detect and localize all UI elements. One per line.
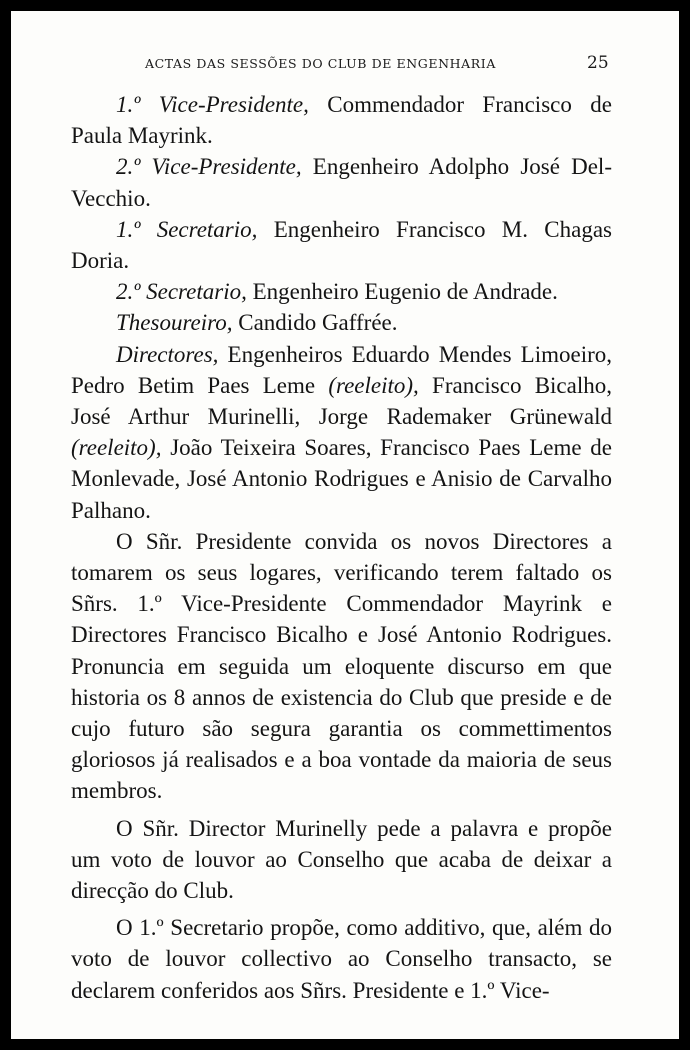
page-header xyxy=(11,53,679,76)
entry-label: 1.º Vice-Presidente, xyxy=(116,92,309,117)
book-page xyxy=(11,11,679,1039)
entry-directors xyxy=(71,339,612,526)
entry-label: 2.º Secretario, xyxy=(116,279,247,305)
directors-text-3: João Teixeira Soares, Francisco Paes Leme de Monlevade, José Antonio Rodrigues e Anisio de Carvalho Palhano. xyxy=(71,435,612,523)
entry-text: Candido Gaffrée. xyxy=(232,310,398,336)
directors-text-1: Engenheiros Eduardo Mendes Limoeiro, Pedro Betim Paes Leme xyxy=(71,341,612,398)
paragraph-murinelly-motion: O Sñr. Director Murinelly pede a palavra e propõe um voto de louvor ao Conselho que acaba de deixar a direcção do Club. xyxy=(71,815,612,904)
page-number: 25 xyxy=(587,53,609,73)
entry-label: Thesoureiro, xyxy=(116,310,233,336)
entry-second-vice-president xyxy=(71,151,612,213)
reeleito-note: (reeleito), xyxy=(328,372,419,398)
entry-treasurer xyxy=(71,307,612,338)
directors-text-2: Francisco Bicalho, José Arthur Murinelli, Jorge Rademaker Grünewald xyxy=(71,372,612,430)
entry-first-secretary xyxy=(71,214,612,276)
entry-label: 1.º Secretario, xyxy=(116,216,258,242)
entry-text: Commendador Francisco de Paula Mayrink. xyxy=(71,92,612,149)
reeleito-note: (reeleito), xyxy=(71,435,162,461)
page-body xyxy=(71,89,612,1006)
running-title: ACTAS DAS SESSÕES DO CLUB DE ENGENHARIA xyxy=(145,56,496,71)
entry-text: Engenheiro Adolpho José Del-Vecchio. xyxy=(71,154,612,211)
paragraph-secretary-addendum: O 1.º Secretario propõe, como additivo, que, além do voto de louvor collectivo ao Conselho transacto, se declarem conferidos aos Sñrs. Presidente e 1.º Vice- xyxy=(71,915,612,1003)
entry-label: 2.º Vice-Presidente, xyxy=(116,154,302,180)
entry-label: Directores, xyxy=(116,341,219,367)
paragraph-president-speech: O Sñr. Presidente convida os novos Directores a tomarem os seus logares, verificando terem faltado os Sñrs. 1.º Vice-Presidente Commendador Mayrink e Directores Francisco Bicalho e José Antonio Rodrigues. Pronuncia em seguida um eloquente discurso em que historia os 8 annos de existencia do Club que preside e de cujo futuro são segura garantia os commettimentos gloriosos já realisados e a boa vontade da maioria de seus membros. xyxy=(71,528,612,804)
entry-first-vice-president xyxy=(71,89,612,151)
entry-text: Engenheiro Francisco M. Chagas Doria. xyxy=(71,216,612,274)
entry-second-secretary xyxy=(71,276,612,307)
entry-text: Engenheiro Eugenio de Andrade. xyxy=(246,279,558,305)
